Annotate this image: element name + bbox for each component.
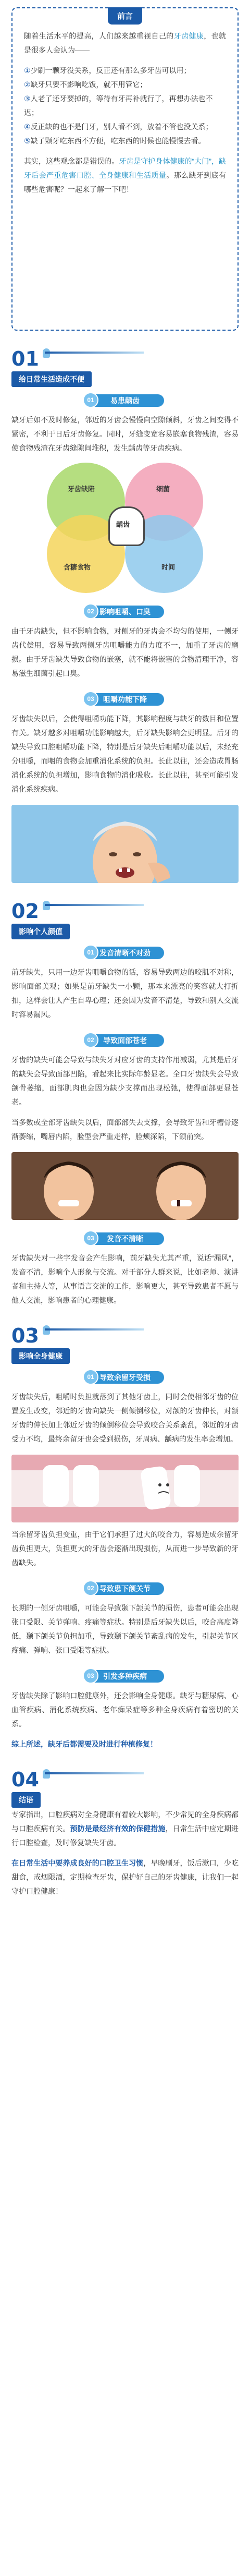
- venn-label-defect: 牙齿缺陷: [68, 485, 95, 493]
- section-header-03: [11, 1325, 239, 1359]
- caries-venn-diagram: [47, 463, 203, 593]
- paragraph: 缺牙后如不及时修复，邻近的牙齿会慢慢向空隙倾斜，牙齿之间变得不紧密，不利于日后牙齿修复。同时，牙缝变宽容易嵌塞食物残渣，容易使食物残渣在牙齿缝隙间堆积，发生龋齿等牙齿疾病。: [11, 416, 239, 452]
- section-divider: [45, 352, 144, 354]
- foreword-summary-highlight: 牙齿是守护身体健康的“大门”，缺牙后会严重危害口腔、全身健康和生活质量: [24, 157, 226, 179]
- section-title: 给日常生活造成不便: [11, 371, 92, 387]
- list-item: ⑤缺了颗牙吃东西不方便，吃东西的时候也能慢慢去看。: [24, 137, 206, 145]
- subheading-label: 发音清晰不对劲: [86, 947, 164, 959]
- subheading-number: 02: [83, 1032, 98, 1048]
- foreword-intro-highlight: 牙齿健康: [173, 32, 204, 40]
- subheading-label: 影响咀嚼、口臭: [86, 606, 164, 618]
- venn-label-bacteria: 细菌: [156, 485, 170, 493]
- paragraph: 前牙缺失，只用一边牙齿咀嚼食物的话，容易导致两边的咬肌不对称，影响面部美观；如果是前牙缺失一小颗，那本来漂亮的笑容就大打折扣，这样会让人产生自卑心理；还会因为发音不清楚，导致和别人交流时容易漏风。: [11, 968, 239, 1019]
- subheading-diseases: [86, 1669, 164, 1684]
- section-divider: [45, 1772, 144, 1774]
- foreword-summary: 其实，这些观念都是错误的。牙齿是守护身体健康的“大门”，缺牙后会严重危害口腔、全身健康和生活质量。那么缺牙到底有哪些危害呢？一起来了解一下吧！: [24, 157, 227, 193]
- subheading-aging: [86, 1033, 164, 1048]
- foreword-intro-text-end: ，也就是很多人会认为——: [24, 32, 227, 54]
- paragraph: 牙齿缺失对一些字发音会产生影响，前牙缺失尤其严重，说话“漏风”，发音不清，影响个人形象与交流。对于部分人群来说，比如老师、演讲者和主持人等，从事语言交流的工作，影响更大，甚至导致患者不愿与他人交流，影响患者的心理健康。: [11, 1254, 239, 1304]
- subheading-halitosis: [86, 604, 164, 619]
- subheading-number: 01: [83, 945, 98, 960]
- subheading-caries: [86, 393, 164, 408]
- subheading-label: 发音不清晰: [86, 1232, 164, 1245]
- section-number: 02: [11, 900, 39, 923]
- list-item: ②缺牙只要不影响吃饭，就不用管它；: [24, 80, 147, 89]
- two-faces-illustration: [11, 1152, 239, 1220]
- list-item: ①少刷一颗牙没关系，反正还有那么多牙齿可以用；: [24, 66, 191, 75]
- venn-label-time: 时间: [161, 563, 176, 571]
- subheading-label: 咀嚼功能下降: [86, 693, 164, 706]
- teeth-gap-image: [11, 1455, 239, 1522]
- subheading-speech: [86, 1231, 164, 1246]
- subheading-number: 03: [83, 1668, 98, 1684]
- venn-label-sugar: 含糖食物: [64, 563, 91, 571]
- subheading-chewing: [86, 692, 164, 707]
- conclusion-text: 综上所述，缺牙后都需要及时进行种植修复！: [11, 1740, 157, 1748]
- elderly-man-illustration: [11, 805, 239, 883]
- paragraph: 牙齿的缺失可能会导致与缺失牙对应牙齿的支持作用减弱，尤其是后牙的缺失会导致面部凹陷，看起来比实际年龄显老。全口牙齿缺失会导致颌骨萎缩，面部肌肉也会因为缺少支撑而出现松弛，使得面部更显苍老。: [11, 1056, 239, 1106]
- section-number: 01: [11, 347, 39, 370]
- section-title: 结语: [11, 1792, 41, 1808]
- subheading-pronunciation: [86, 946, 164, 960]
- foreword-badge: 前言: [108, 7, 142, 25]
- paragraph: 牙齿缺失以后，会使得咀嚼功能下降，其影响程度与缺牙的数目和位置有关。缺牙越多对咀嚼功能影响越大，后牙缺失影响会更明显。后牙的缺失导致口腔咀嚼功能下降，特别是后牙缺失后咀嚼功能以后，未经充分咀嚼，而咽的食物会加重消化系统的负担。长此以往，还会造成胃肠消化系统的负担增加，影响食物的消化吸收。长此以往，甚至可能引发消化系统疾病。: [11, 715, 239, 793]
- paragraph: 当余留牙齿负担变重，由于它们承担了过大的咬合力，容易造成余留牙齿负担更大，负担更大的牙齿会逐渐出现损伤，从而进一步导致新的牙齿缺失。: [11, 1530, 239, 1567]
- paragraph: 当多数或全部牙齿缺失以后，面部部失去支撑，会导致牙齿和牙槽骨逐渐萎缩，嘴唇内陷，脸型会严重走样，脸颊深陷，下颌前突。: [11, 1118, 239, 1141]
- paragraph: 长期的一侧牙齿咀嚼，可能会导致颞下颌关节的损伤，患者可能会出现张口受限、关节弹响、疼痛等症状。特别是后牙缺失以后，咬合高度降低，颞下颌关节负担加重，导致颞下颌关节紊乱病的发生，引起关节区疼痛、弹响、张口受限等症状。: [11, 1604, 239, 1654]
- face-comparison-image: [11, 1152, 239, 1220]
- paragraph: 牙齿缺失后，咀嚼时负担就落到了其他牙齿上，同时会使相邻牙齿的位置发生改变，邻近的牙齿向缺失一侧倾倒移位，对颌的牙齿伸长，对颌牙齿的伸长加上邻近牙齿的倾倒移位会导致咬合关系紊乱，邻近的牙齿受力不均，最终余留牙也会受到损伤，牙周病、龋病的发生率会增加。: [11, 1393, 239, 1443]
- subheading-label: 导致余留牙受损: [86, 1371, 164, 1384]
- subheading-label: 导致面部苍老: [86, 1034, 164, 1047]
- subheading-number: 01: [83, 392, 98, 408]
- section-divider: [45, 904, 144, 906]
- foreword-box: [11, 7, 239, 331]
- foreword-list: [24, 64, 226, 148]
- paragraph: 专家指出，口腔疾病对全身健康有着较大影响，不少常见的全身疾病都与口腔疾病有关。预防是最经济有效的保健措施，日常生活中应定期进行口腔检查，及时修复缺失牙齿。: [11, 1810, 239, 1847]
- section-header-01: [11, 348, 239, 382]
- section-number: 04: [11, 1768, 39, 1791]
- venn-label-caries: 龋齿: [116, 521, 130, 528]
- subheading-tmj: [86, 1581, 164, 1596]
- section-header-02: [11, 901, 239, 934]
- foreword-intro: [24, 29, 226, 57]
- subheading-remaining-teeth: [86, 1370, 164, 1385]
- subheading-number: 03: [83, 691, 98, 707]
- section-title: 影响全身健康: [11, 1348, 70, 1364]
- section-header-04: [11, 1769, 239, 1803]
- subheading-number: 01: [83, 1369, 98, 1385]
- paragraph: 在日常生活中要养成良好的口腔卫生习惯，早晚刷牙，饭后漱口，少吃甜食，戒烟限酒，定期检查牙齿，保护好自己的牙齿健康，让我们一起守护口腔健康！: [11, 1859, 239, 1895]
- subheading-label: 引发多种疾病: [86, 1670, 164, 1683]
- teeth-gap-illustration: [11, 1455, 239, 1522]
- subheading-number: 03: [83, 1230, 98, 1246]
- subheading-label: 易患龋齿: [86, 394, 164, 407]
- paragraph-highlight: 预防是最经济有效的保健措施: [70, 1824, 166, 1833]
- paragraph-highlight: 在日常生活中要养成良好的口腔卫生习惯: [11, 1859, 144, 1867]
- subheading-number: 02: [83, 603, 98, 619]
- section-title: 影响个人颜值: [11, 924, 70, 939]
- subheading-label: 导致患下颌关节: [86, 1582, 164, 1595]
- elderly-man-image: [11, 805, 239, 883]
- list-item: ④反正缺的也不是门牙，别人看不到，放着不管也没关系；: [24, 123, 213, 131]
- section-number: 03: [11, 1324, 39, 1347]
- subheading-number: 02: [83, 1580, 98, 1596]
- list-item: ③人老了还牙要掉的，等待有牙再补就行了，再想办法也不迟；: [24, 94, 213, 117]
- paragraph: 牙齿缺失除了影响口腔健康外，还会影响全身健康。缺牙与糖尿病、心血管疾病、消化系统疾病、老年痴呆症等多种全身疾病有着密切的关系。: [11, 1691, 239, 1728]
- paragraph: 由于牙齿缺失，但不影响食物，对侧牙的牙齿会不均匀的使用，一侧牙齿代偿用，容易导致两侧牙齿咀嚼能力的力度不一，加重了牙齿的磨损。由于牙齿缺失导致食物的嵌塞，就不能将嵌塞的食物清理干净，容易滋生细菌引起口臭。: [11, 627, 239, 678]
- section-divider: [45, 1328, 144, 1331]
- foreword-intro-text: 随着生活水平的提高，人们越来越重视自己的: [24, 32, 174, 40]
